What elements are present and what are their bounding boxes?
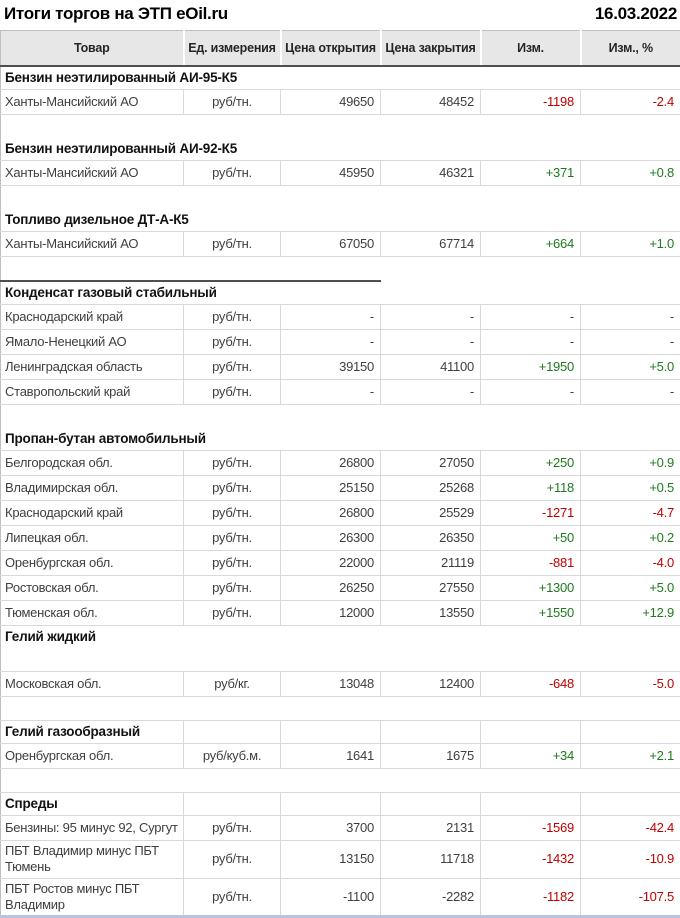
spacer-row — [1, 769, 680, 793]
close-price-cell: 46321 — [381, 161, 481, 186]
change-pct-cell: +12.9 — [581, 601, 680, 626]
change-pct-cell: -2.4 — [581, 90, 680, 115]
table-row — [1, 501, 680, 526]
table-header — [1, 31, 680, 67]
column-header-unit: Ед. измерения — [184, 31, 281, 67]
change-cell: +371 — [481, 161, 581, 186]
change-cell: +34 — [481, 744, 581, 769]
close-price-cell: - — [381, 305, 481, 330]
region-cell: Ханты-Мансийский АО — [1, 90, 184, 115]
open-price-cell: 39150 — [281, 355, 381, 380]
change-pct-cell: -10.9 — [581, 841, 680, 879]
unit-cell: руб/тн. — [184, 355, 281, 380]
section-header-row — [1, 138, 680, 161]
spacer-row — [1, 186, 680, 210]
section-header-empty-cell — [184, 721, 281, 744]
change-pct-cell: -4.0 — [581, 551, 680, 576]
section-header-row — [1, 721, 680, 744]
open-price-cell: 26800 — [281, 501, 381, 526]
region-cell: ПБТ Владимир минус ПБТ Тюмень — [1, 841, 184, 879]
section-header-row — [1, 209, 680, 232]
change-pct-cell: - — [581, 330, 680, 355]
table-row — [1, 878, 680, 917]
unit-cell: руб/тн. — [184, 161, 281, 186]
change-cell: +118 — [481, 476, 581, 501]
change-pct-cell: -107.5 — [581, 878, 680, 917]
change-cell: - — [481, 305, 581, 330]
section-title: Бензин неэтилированный АИ-92-К5 — [1, 138, 680, 161]
section-header-row — [1, 428, 680, 451]
unit-cell: руб/тн. — [184, 576, 281, 601]
region-cell: Тюменская обл. — [1, 601, 184, 626]
spacer-cell — [1, 115, 680, 139]
change-pct-cell: +1.0 — [581, 232, 680, 257]
unit-cell: руб/тн. — [184, 501, 281, 526]
table-row — [1, 551, 680, 576]
change-cell: -1198 — [481, 90, 581, 115]
change-pct-cell: -5.0 — [581, 672, 680, 697]
column-header-product: Товар — [1, 31, 184, 67]
section-header-empty-cell — [381, 793, 481, 816]
unit-cell: руб/тн. — [184, 90, 281, 115]
change-pct-cell: -42.4 — [581, 816, 680, 841]
close-price-cell: 1675 — [381, 744, 481, 769]
change-cell: +1300 — [481, 576, 581, 601]
table-row — [1, 161, 680, 186]
column-header-change-pct: Изм., % — [581, 31, 680, 67]
close-price-cell: 11718 — [381, 841, 481, 879]
region-cell: Ставропольский край — [1, 380, 184, 405]
close-price-cell: 2131 — [381, 816, 481, 841]
change-pct-cell: +2.1 — [581, 744, 680, 769]
unit-cell: руб/тн. — [184, 841, 281, 879]
open-price-cell: -1100 — [281, 878, 381, 917]
section-title: Топливо дизельное ДТ-А-К5 — [1, 209, 680, 232]
change-cell: - — [481, 330, 581, 355]
region-cell: Бензины: 95 минус 92, Сургут — [1, 816, 184, 841]
report-date: 16.03.2022 — [595, 4, 677, 24]
section-header-empty-cell — [481, 721, 581, 744]
region-cell: Ленинградская область — [1, 355, 184, 380]
table-row — [1, 526, 680, 551]
region-cell: Ямало-Ненецкий АО — [1, 330, 184, 355]
unit-cell: руб/тн. — [184, 816, 281, 841]
open-price-cell: 26250 — [281, 576, 381, 601]
table-row — [1, 816, 680, 841]
spacer-row — [1, 697, 680, 721]
change-cell: +50 — [481, 526, 581, 551]
change-cell: -881 — [481, 551, 581, 576]
change-cell: +250 — [481, 451, 581, 476]
section-header-empty-cell — [381, 721, 481, 744]
change-pct-cell: -4.7 — [581, 501, 680, 526]
open-price-cell: 12000 — [281, 601, 381, 626]
region-cell: Оренбургская обл. — [1, 551, 184, 576]
unit-cell: руб/тн. — [184, 330, 281, 355]
open-price-cell: - — [281, 380, 381, 405]
change-cell: -648 — [481, 672, 581, 697]
section-header-empty-cell — [281, 793, 381, 816]
column-header-close-price: Цена закрытия — [381, 31, 481, 67]
unit-cell: руб/тн. — [184, 380, 281, 405]
section-header-empty-cell — [381, 281, 680, 305]
table-row — [1, 451, 680, 476]
change-cell: -1569 — [481, 816, 581, 841]
open-price-cell: 25150 — [281, 476, 381, 501]
close-price-cell: 25268 — [381, 476, 481, 501]
close-price-cell: 13550 — [381, 601, 481, 626]
open-price-cell: 13150 — [281, 841, 381, 879]
open-price-cell: - — [281, 330, 381, 355]
table-row — [1, 841, 680, 879]
spacer-row — [1, 405, 680, 429]
open-price-cell: 45950 — [281, 161, 381, 186]
spacer-cell — [1, 769, 680, 793]
table-row — [1, 90, 680, 115]
section-title: Гелий газообразный — [1, 721, 184, 744]
region-cell: Ханты-Мансийский АО — [1, 161, 184, 186]
spacer-row — [1, 648, 680, 672]
close-price-cell: 12400 — [381, 672, 481, 697]
unit-cell: руб/тн. — [184, 601, 281, 626]
table-row — [1, 232, 680, 257]
section-header-empty-cell — [281, 721, 381, 744]
open-price-cell: 22000 — [281, 551, 381, 576]
close-price-cell: 21119 — [381, 551, 481, 576]
unit-cell: руб/тн. — [184, 476, 281, 501]
section-header-empty-cell — [581, 793, 680, 816]
change-pct-cell: +0.8 — [581, 161, 680, 186]
section-header-row — [1, 793, 680, 816]
trading-results-table — [0, 30, 680, 918]
region-cell: Липецкая обл. — [1, 526, 184, 551]
spacer-row — [1, 115, 680, 139]
unit-cell: руб/куб.м. — [184, 744, 281, 769]
table-row — [1, 355, 680, 380]
unit-cell: руб/тн. — [184, 305, 281, 330]
spacer-cell — [1, 648, 680, 672]
spacer-cell — [1, 697, 680, 721]
table-row — [1, 672, 680, 697]
section-title: Спреды — [1, 793, 184, 816]
region-cell: Оренбургская обл. — [1, 744, 184, 769]
change-cell: -1182 — [481, 878, 581, 917]
change-cell: -1432 — [481, 841, 581, 879]
section-header-row — [1, 66, 680, 90]
change-cell: +1550 — [481, 601, 581, 626]
change-cell: +1950 — [481, 355, 581, 380]
change-pct-cell: +5.0 — [581, 355, 680, 380]
unit-cell: руб/кг. — [184, 672, 281, 697]
region-cell: Белгородская обл. — [1, 451, 184, 476]
change-pct-cell: +5.0 — [581, 576, 680, 601]
table-row — [1, 601, 680, 626]
region-cell: ПБТ Ростов минус ПБТ Владимир — [1, 878, 184, 917]
column-header-open-price: Цена открытия — [281, 31, 381, 67]
region-cell: Краснодарский край — [1, 501, 184, 526]
open-price-cell: 49650 — [281, 90, 381, 115]
region-cell: Ханты-Мансийский АО — [1, 232, 184, 257]
section-header-empty-cell — [581, 721, 680, 744]
column-header-change: Изм. — [481, 31, 581, 67]
unit-cell: руб/тн. — [184, 526, 281, 551]
spacer-row — [1, 257, 680, 282]
change-pct-cell: +0.9 — [581, 451, 680, 476]
region-cell: Краснодарский край — [1, 305, 184, 330]
section-header-row — [1, 281, 680, 305]
section-title: Пропан-бутан автомобильный — [1, 428, 680, 451]
change-cell: - — [481, 380, 581, 405]
unit-cell: руб/тн. — [184, 451, 281, 476]
section-title: Гелий жидкий — [1, 626, 680, 649]
table-row — [1, 380, 680, 405]
close-price-cell: 27050 — [381, 451, 481, 476]
page-title: Итоги торгов на ЭТП eOil.ru — [4, 4, 228, 24]
section-title: Бензин неэтилированный АИ-95-К5 — [1, 66, 680, 90]
open-price-cell: 3700 — [281, 816, 381, 841]
open-price-cell: 67050 — [281, 232, 381, 257]
section-header-empty-cell — [184, 793, 281, 816]
change-pct-cell: - — [581, 305, 680, 330]
table-row — [1, 576, 680, 601]
close-price-cell: 67714 — [381, 232, 481, 257]
spacer-cell — [1, 257, 680, 282]
open-price-cell: 1641 — [281, 744, 381, 769]
change-pct-cell: +0.2 — [581, 526, 680, 551]
close-price-cell: - — [381, 380, 481, 405]
section-header-row — [1, 626, 680, 649]
section-header-empty-cell — [481, 793, 581, 816]
change-cell: -1271 — [481, 501, 581, 526]
close-price-cell: - — [381, 330, 481, 355]
change-pct-cell: +0.5 — [581, 476, 680, 501]
table-row — [1, 305, 680, 330]
close-price-cell: 25529 — [381, 501, 481, 526]
close-price-cell: 41100 — [381, 355, 481, 380]
open-price-cell: 26300 — [281, 526, 381, 551]
unit-cell: руб/тн. — [184, 551, 281, 576]
region-cell: Ростовская обл. — [1, 576, 184, 601]
close-price-cell: 48452 — [381, 90, 481, 115]
spacer-cell — [1, 405, 680, 429]
close-price-cell: 27550 — [381, 576, 481, 601]
report-header — [0, 0, 680, 30]
column-header-row — [1, 31, 680, 67]
region-cell: Владимирская обл. — [1, 476, 184, 501]
table-row — [1, 744, 680, 769]
open-price-cell: - — [281, 305, 381, 330]
unit-cell: руб/тн. — [184, 878, 281, 917]
table-row — [1, 476, 680, 501]
table-row — [1, 330, 680, 355]
change-pct-cell: - — [581, 380, 680, 405]
region-cell: Московская обл. — [1, 672, 184, 697]
change-cell: +664 — [481, 232, 581, 257]
open-price-cell: 13048 — [281, 672, 381, 697]
unit-cell: руб/тн. — [184, 232, 281, 257]
section-title: Конденсат газовый стабильный — [1, 281, 381, 305]
results-table-body — [1, 66, 680, 917]
spacer-cell — [1, 186, 680, 210]
open-price-cell: 26800 — [281, 451, 381, 476]
close-price-cell: 26350 — [381, 526, 481, 551]
close-price-cell: -2282 — [381, 878, 481, 917]
